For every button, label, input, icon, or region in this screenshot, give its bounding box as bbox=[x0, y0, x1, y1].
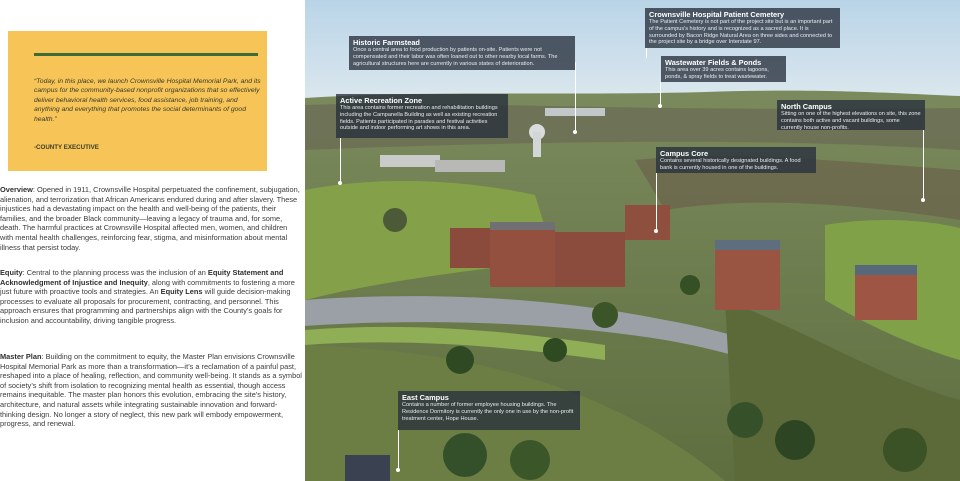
callout-title: Wastewater Fields & Ponds bbox=[665, 58, 762, 67]
callout-wastewater bbox=[661, 56, 786, 82]
master-plan-paragraph bbox=[0, 352, 302, 429]
narrative-panel bbox=[0, 0, 305, 481]
equity-lens-emphasis: Equity Lens bbox=[160, 287, 203, 297]
callout-north-campus bbox=[777, 100, 925, 130]
marker-dot bbox=[396, 468, 400, 472]
overview-label: Overview bbox=[0, 185, 33, 194]
marker-dot bbox=[921, 198, 925, 202]
quote-divider bbox=[34, 53, 258, 56]
callout-east-campus bbox=[398, 391, 580, 430]
callout-title: North Campus bbox=[781, 102, 832, 111]
leader-line bbox=[398, 430, 399, 470]
leader-line bbox=[575, 62, 576, 132]
master-plan-text: : Building on the commitment to equity, the Master Plan envisions Crownsville Hospital Memorial Park as more than a transformation—it’s a reclamation of a painful past, reshaped into a place of healing, reflection, and community well-being. It stands as a symbol of society’s shift from isolation to recognizing mental health as essential, though access remains inequitable. The master plan honors this evolution, embracing the site’s history, architecture, and natural assets while integrating sustainable innovation and forward-thinking design. No longer a story of neglect, this new park will embody empowerment, progress, and renewal. bbox=[0, 352, 302, 429]
callout-description: Once a central area to food production by patients on-site. Patients were not compensated and their labor was often loaned out to other nearby local farms. The agricultural structures here are currently in various states of deterioration. bbox=[353, 47, 558, 67]
callout-title: Campus Core bbox=[660, 149, 709, 158]
callout-description: Contains a number of former employee housing buildings. The Residence Dormitory is currently the only one in use by the non-profit treatment center, Hope House. bbox=[402, 402, 574, 422]
callout-description: The Patient Cemetery is not part of the project site but is an important part of the campus's history and is recognized as a sacred place. It is surrounded by Bacon Ridge Natural Area on three sides and connected to the project site by a bridge over Interstate 97. bbox=[649, 19, 833, 46]
master-plan-label: Master Plan bbox=[0, 352, 42, 361]
callout-description: This area contains former recreation and rehabilitation buildings including the Campanella Building as well as existing recreation fields. Patients participated in parades and festival activities outside and indoor performing art shows in this area. bbox=[340, 105, 498, 132]
marker-dot bbox=[658, 104, 662, 108]
overview-paragraph bbox=[0, 185, 302, 252]
callout-description: Contains several historically designated buildings. A food bank is currently housed in one of the buildings. bbox=[660, 158, 801, 171]
marker-dot bbox=[654, 229, 658, 233]
aerial-site-photo bbox=[305, 0, 960, 481]
leader-line bbox=[646, 48, 647, 58]
leader-line bbox=[656, 173, 657, 231]
callout-description: This area over 39 acres contains lagoons, ponds, & spray fields to treat wastewater. bbox=[665, 67, 769, 80]
callout-patient-cemetery bbox=[645, 8, 840, 48]
equity-paragraph bbox=[0, 268, 302, 326]
callout-title: East Campus bbox=[402, 393, 449, 402]
callout-title: Crownsville Hospital Patient Cemetery bbox=[649, 10, 785, 19]
callout-historic-farmstead bbox=[349, 36, 575, 70]
quote-text: “Today, in this place, we launch Crownsville Hospital Memorial Park, and its campus for the community-based nonprofit organizations that so effectively deliver behavioral health services, food assistance, job training, and anything and everything that promotes the social determinants of good health.” bbox=[34, 78, 261, 123]
quote-attribution: -COUNTY EXECUTIVE bbox=[34, 144, 99, 151]
marker-dot bbox=[338, 181, 342, 185]
callout-campus-core bbox=[656, 147, 816, 173]
leader-line bbox=[923, 130, 924, 200]
callout-title: Active Recreation Zone bbox=[340, 96, 423, 105]
equity-text: , along with commitments to fostering a more just future with proactive tools and strategies. An bbox=[0, 277, 295, 297]
callout-description: Sitting on one of the highest elevations on site, this zone contains both active and vacant buildings, some currently house non-profits. bbox=[781, 111, 921, 131]
overview-text: : Opened in 1911, Crownsville Hospital perpetuated the confinement, subjugation, alienation, and terrorization that African Americans endured during and after slavery. These injustices had a devastating impact on the health and well-being of the patients, their families, and the broader Black community—leaving a legacy of trauma and, for some, death. The harmful practices at Crownsville Hospital affected men, women, and children with mental health challenges, reinforcing fear, stigma, and misinformation about mental illness that persist today. bbox=[0, 185, 300, 252]
equity-label: Equity bbox=[0, 268, 23, 277]
leader-line bbox=[340, 138, 341, 183]
leader-line bbox=[660, 82, 661, 106]
marker-dot bbox=[573, 130, 577, 134]
equity-text: : Central to the planning process was the inclusion of an bbox=[22, 268, 208, 277]
callout-title: Historic Farmstead bbox=[353, 38, 420, 47]
callout-active-recreation bbox=[336, 94, 508, 138]
equity-text: will guide decision-making processes to evaluate all proposals for procurement, contracting, and personnel. This approach ensures that programming and partnerships align with the County’s goals for inclusion and accountability, driving tangible progress. bbox=[0, 287, 291, 325]
equity-statement-emphasis: Equity Statement and Acknowledgment of Injustice and Inequity bbox=[0, 268, 284, 287]
quote-card bbox=[8, 31, 267, 171]
